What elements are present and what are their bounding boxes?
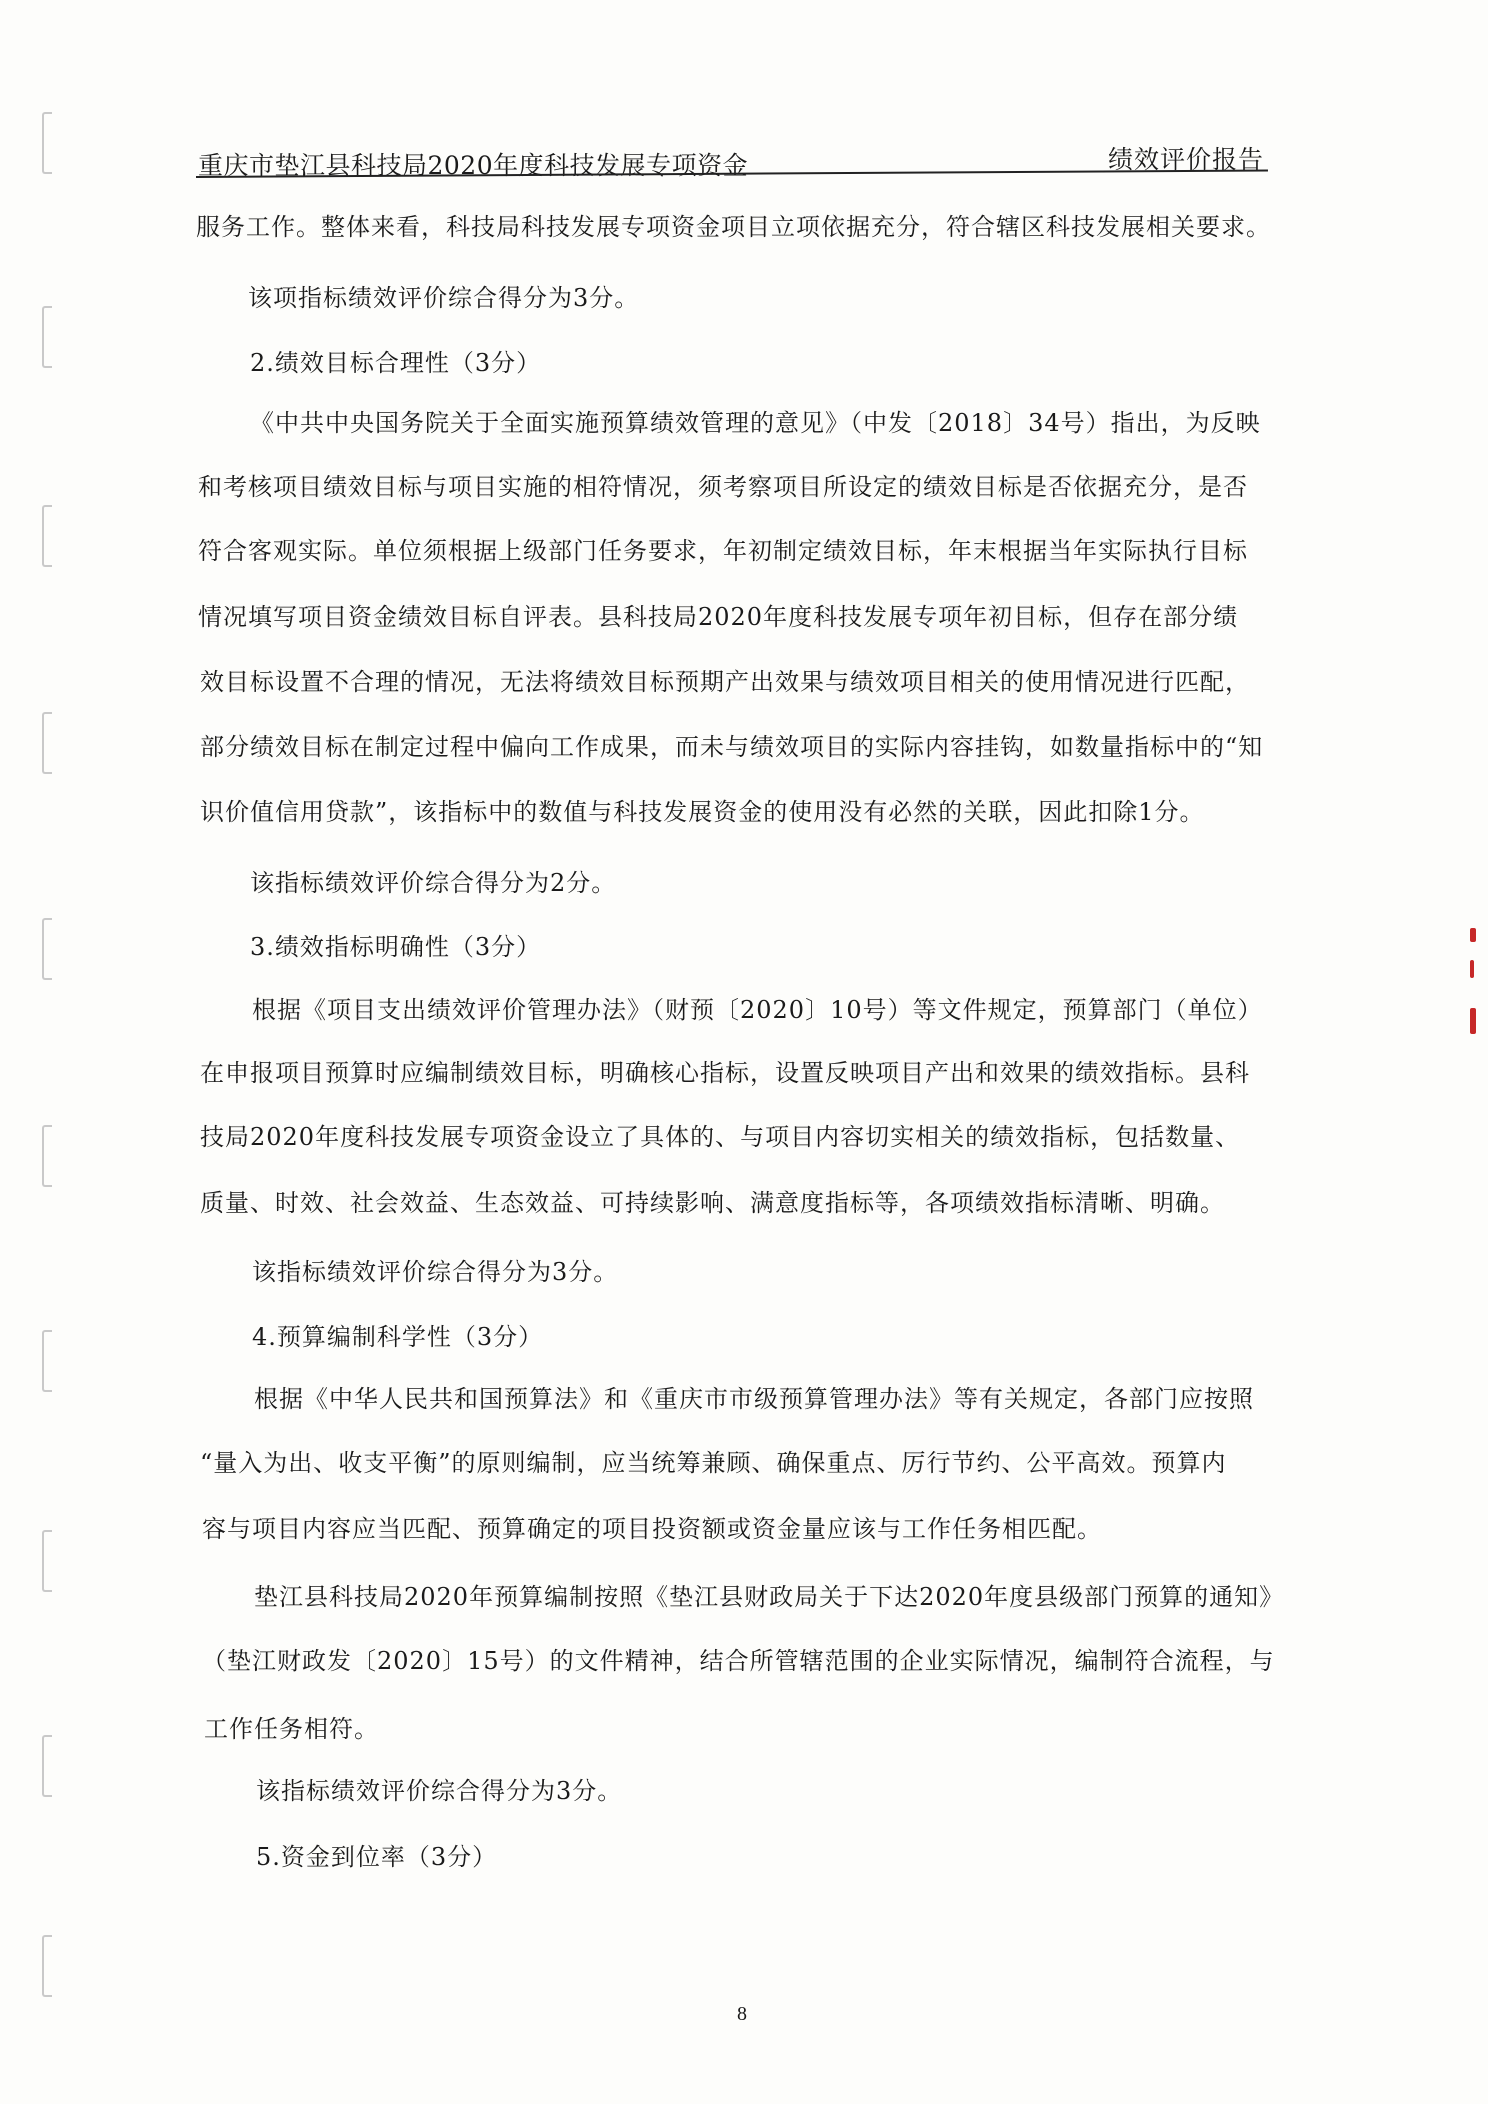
binding-mark — [42, 1735, 52, 1797]
paragraph-line: 质量、时效、社会效益、生态效益、可持续影响、满意度指标等，各项绩效指标清晰、明确。 — [200, 1189, 1225, 1217]
paragraph-line: 根据《中华人民共和国预算法》和《重庆市市级预算管理办法》等有关规定，各部门应按照 — [254, 1385, 1254, 1413]
score-line: 该项指标绩效评价综合得分为3分。 — [248, 284, 640, 312]
binding-mark — [42, 505, 52, 567]
paragraph-line: 符合客观实际。单位须根据上级部门任务要求，年初制定绩效目标，年末根据当年实际执行目标 — [198, 537, 1248, 565]
binding-mark — [42, 306, 52, 368]
paragraph-line: 情况填写项目资金绩效目标自评表。县科技局2020年度科技发展专项年初目标，但存在部分绩 — [198, 603, 1239, 631]
paragraph-line: 技局2020年度科技发展专项资金设立了具体的、与项目内容切实相关的绩效指标，包括数量、 — [200, 1123, 1241, 1151]
page-number: 8 — [737, 2003, 747, 2025]
paragraph-line: 垫江县科技局2020年预算编制按照《垫江县财政局关于下达2020年度县级部门预算的通知》 — [254, 1583, 1285, 1611]
binding-mark — [42, 112, 52, 174]
binding-mark — [42, 1125, 52, 1187]
section-heading: 4.预算编制科学性（3分） — [252, 1323, 544, 1351]
paragraph-line: “量入为出、收支平衡”的原则编制，应当统筹兼顾、确保重点、厉行节约、公平高效。预算内 — [200, 1449, 1227, 1477]
score-line: 该指标绩效评价综合得分为3分。 — [256, 1777, 623, 1805]
paragraph-line: （垫江财政发〔2020〕15号）的文件精神，结合所管辖范围的企业实际情况，编制符合流程，与 — [202, 1647, 1275, 1675]
section-heading: 3.绩效指标明确性（3分） — [250, 933, 542, 961]
binding-mark — [42, 918, 52, 980]
paragraph-line: 识价值信用贷款”，该指标中的数值与科技发展资金的使用没有必然的关联，因此扣除1分。 — [200, 798, 1205, 826]
paragraph-line: 根据《项目支出绩效评价管理办法》（财预〔2020〕10号）等文件规定，预算部门（单位） — [252, 996, 1263, 1024]
binding-mark — [42, 712, 52, 774]
report-type-label: 绩效评价报告 — [1108, 145, 1265, 174]
seal-fragment — [1470, 928, 1476, 942]
binding-mark — [42, 1935, 52, 1997]
paragraph-line: 《中共中央国务院关于全面实施预算绩效管理的意见》（中发〔2018〕34号）指出，为反映 — [250, 409, 1261, 437]
score-line: 该指标绩效评价综合得分为2分。 — [250, 869, 617, 897]
paragraph-line: 容与项目内容应当匹配、预算确定的项目投资额或资金量应该与工作任务相匹配。 — [202, 1515, 1102, 1543]
section-heading: 5.资金到位率（3分） — [256, 1843, 498, 1871]
paragraph-line: 效目标设置不合理的情况，无法将绩效目标预期产出效果与绩效项目相关的使用情况进行匹配， — [200, 668, 1250, 696]
paragraph-line: 在申报项目预算时应编制绩效目标，明确核心指标，设置反映项目产出和效果的绩效指标。县科 — [200, 1059, 1250, 1087]
seal-fragment — [1470, 960, 1474, 978]
paragraph-line: 和考核项目绩效目标与项目实施的相符情况，须考察项目所设定的绩效目标是否依据充分，是否 — [198, 473, 1248, 501]
score-line: 该指标绩效评价综合得分为3分。 — [252, 1258, 619, 1286]
report-title: 重庆市垫江县科技局2020年度科技发展专项资金 — [198, 151, 749, 180]
paragraph-line: 服务工作。整体来看，科技局科技发展专项资金项目立项依据充分，符合辖区科技发展相关要求。 — [196, 213, 1271, 241]
paragraph-line: 部分绩效目标在制定过程中偏向工作成果，而未与绩效项目的实际内容挂钩，如数量指标中的“知 — [200, 733, 1264, 761]
binding-mark — [42, 1330, 52, 1392]
paragraph-line: 工作任务相符。 — [204, 1715, 379, 1743]
seal-fragment — [1470, 1008, 1476, 1034]
binding-mark — [42, 1530, 52, 1592]
section-heading: 2.绩效目标合理性（3分） — [250, 349, 542, 377]
